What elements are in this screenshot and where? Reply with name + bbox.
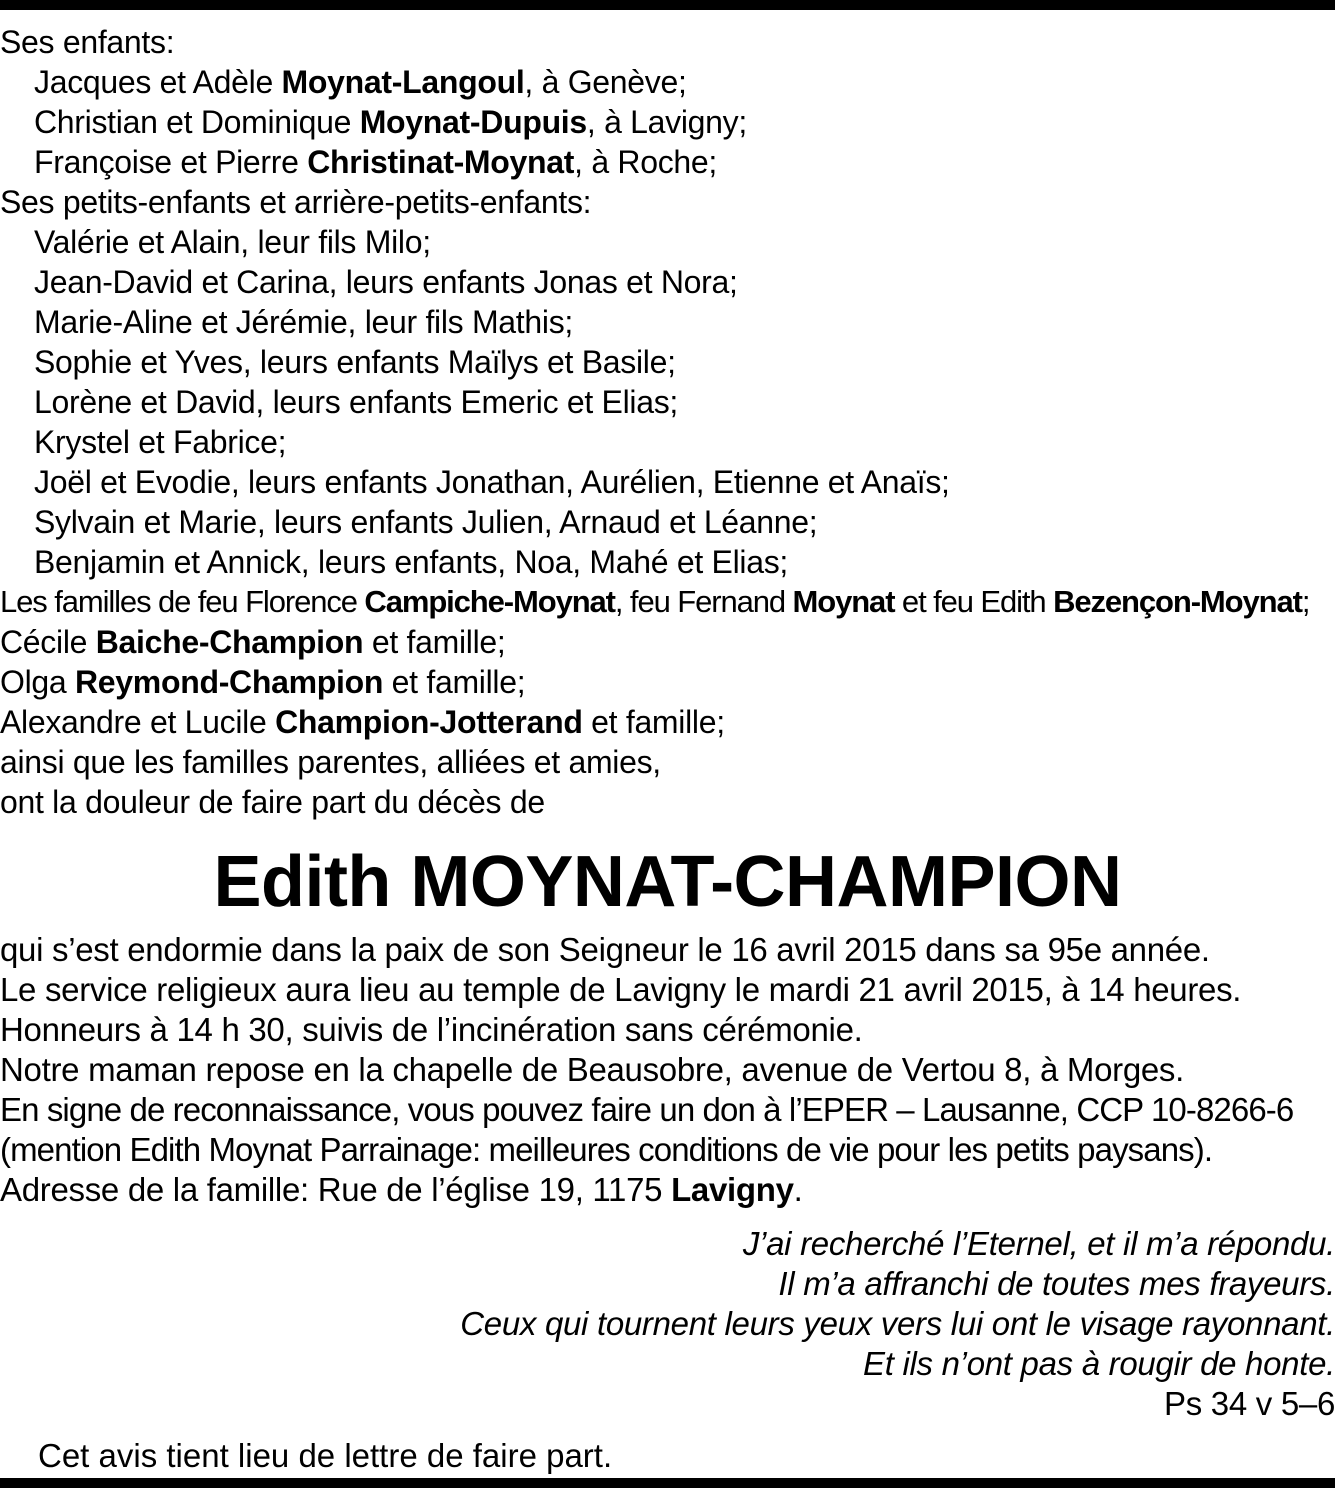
top-border-rule [0,0,1335,10]
grandchild-entry: Jean-David et Carina, leurs enfants Jonas et Nora; [34,264,738,300]
children-heading: Ses enfants: [0,24,175,60]
grandchild-entry: Marie-Aline et Jérémie, leur fils Mathis; [34,304,573,340]
detail-line: Le service religieux aura lieu au temple de Lavigny le mardi 21 avril 2015, à 14 heures. [0,971,1242,1008]
grandchild-entry: Lorène et David, leurs enfants Emeric et Elias; [34,384,678,420]
psalm-line: Ceux qui tournent leurs yeux vers lui ont le visage rayonnant. [460,1305,1335,1342]
bottom-border-rule [0,1478,1335,1488]
grandchild-entry: Krystel et Fabrice; [34,424,287,460]
service-details [0,930,1335,1210]
obituary-notice [0,22,1335,1476]
child-entry: Jacques et Adèle Moynat-Langoul, à Genève; [34,64,687,100]
relative-entry: Cécile Baiche-Champion et famille; [0,624,506,660]
psalm-line: J’ai recherché l’Eternel, et il m’a répondu. [742,1225,1335,1262]
detail-line: qui s’est endormie dans la paix de son Seigneur le 16 avril 2015 dans sa 95e année. [0,931,1210,968]
child-entry: Christian et Dominique Moynat-Dupuis, à Lavigny; [34,104,747,140]
detail-line: Notre maman repose en la chapelle de Beausobre, avenue de Vertou 8, à Morges. [0,1051,1184,1088]
grandchild-entry: Sylvain et Marie, leurs enfants Julien, Arnaud et Léanne; [34,504,818,540]
closing-line: ainsi que les familles parentes, alliées et amies, [0,744,661,780]
deceased-name: Edith MOYNAT-CHAMPION [213,842,1122,922]
psalm-reference: Ps 34 v 5–6 [1164,1385,1335,1422]
relative-entry: Olga Reymond-Champion et famille; [0,664,526,700]
grandchild-entry: Joël et Evodie, leurs enfants Jonathan, Aurélien, Etienne et Anaïs; [34,464,950,500]
closing-line: ont la douleur de faire part du décès de [0,784,545,820]
grandchild-entry: Sophie et Yves, leurs enfants Maïlys et Basile; [34,344,676,380]
psalm-line: Il m’a affranchi de toutes mes frayeurs. [778,1265,1335,1302]
late-families-line: Les familles de feu Florence Campiche-Moynat, feu Fernand Moynat et feu Edith Bezençon-Moynat; [0,584,1310,619]
psalm-quote [0,1224,1335,1424]
relative-entry: Alexandre et Lucile Champion-Jotterand et famille; [0,704,725,740]
detail-line: En signe de reconnaissance, vous pouvez faire un don à l’EPER – Lausanne, CCP 10-8266-6 [0,1091,1294,1128]
detail-line: Honneurs à 14 h 30, suivis de l’incinération sans cérémonie. [0,1011,863,1048]
family-address: Adresse de la famille: Rue de l’église 19, 1175 Lavigny. [0,1171,803,1208]
grandchildren-heading: Ses petits-enfants et arrière-petits-enfants: [0,184,592,220]
detail-line: (mention Edith Moynat Parrainage: meilleures conditions de vie pour les petits paysans). [0,1131,1213,1168]
grandchild-entry: Benjamin et Annick, leurs enfants, Noa, Mahé et Elias; [34,544,788,580]
psalm-line: Et ils n’ont pas à rougir de honte. [863,1345,1335,1382]
child-entry: Françoise et Pierre Christinat-Moynat, à Roche; [34,144,718,180]
grandchild-entry: Valérie et Alain, leur fils Milo; [34,224,431,260]
notice-text: Cet avis tient lieu de lettre de faire part. [38,1437,613,1474]
